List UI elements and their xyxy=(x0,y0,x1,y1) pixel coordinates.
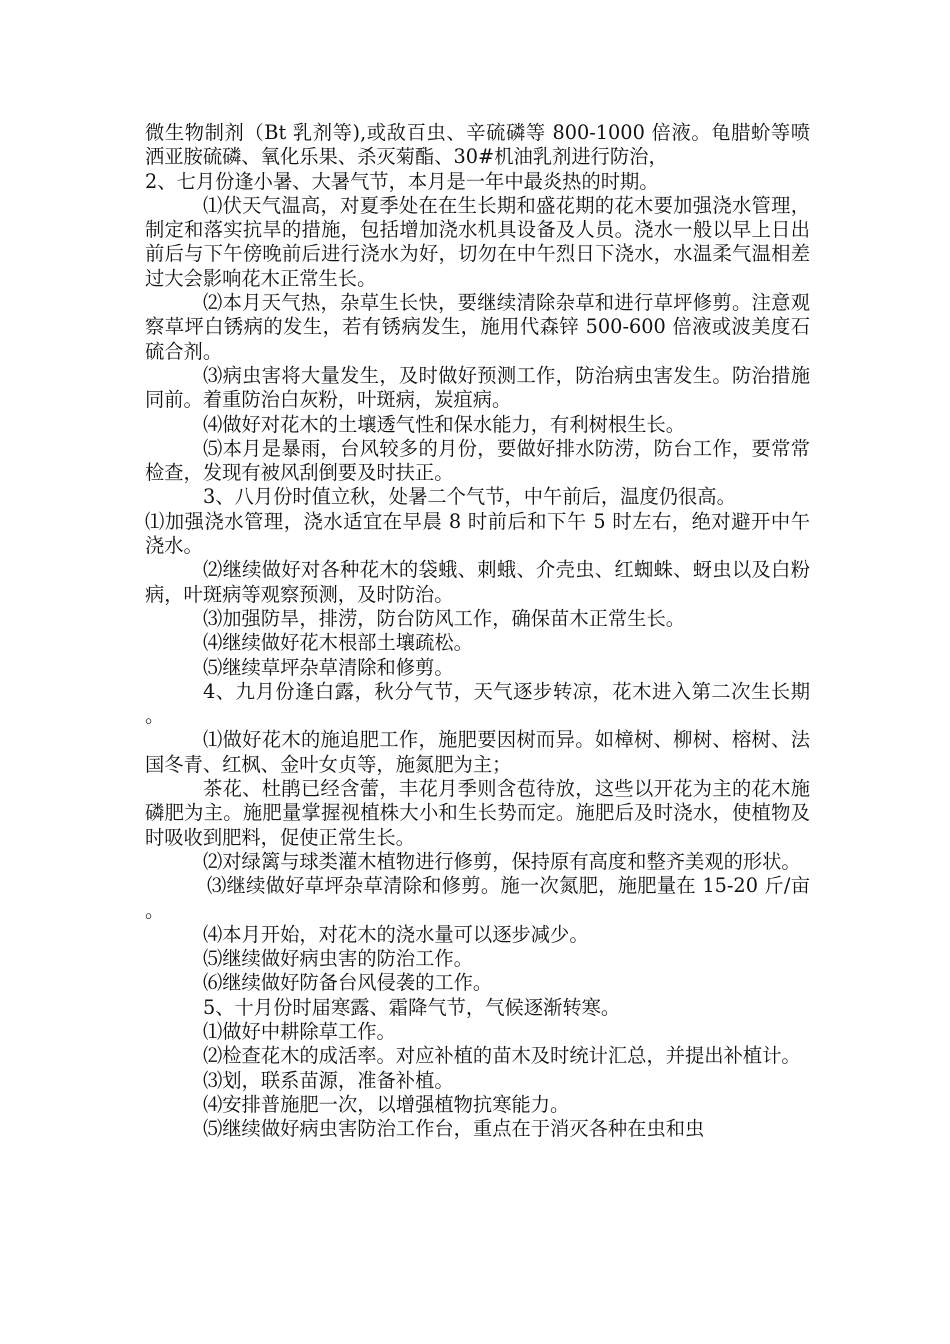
paragraph: 4、九月份逢白露，秋分气节，天气逐步转凉，花木进入第二次生长期。 xyxy=(145,679,810,728)
paragraph: ⑴加强浇水管理，浇水适宜在早晨 8 时前后和下午 5 时左右，绝对避开中午浇水。 xyxy=(145,509,810,558)
paragraph: 微生物制剂（Bt 乳剂等),或敌百虫、辛硫磷等 800-1000 倍液。龟腊蚧等喷洒亚胺硫磷、氧化乐果、杀灭菊酯、30#机油乳剂进行防治， xyxy=(145,121,810,169)
paragraph: ⑹继续做好防备台风侵袭的工作。 xyxy=(203,971,493,995)
paragraph: ⑸继续草坪杂草清除和修剪。 xyxy=(203,655,454,679)
paragraph: ⑵继续做好对各种花木的袋蛾、刺蛾、介壳虫、红蜘蛛、蚜虫以及白粉病，叶斑病等观察预测，及时防治。 xyxy=(145,558,810,606)
paragraph: ⑷继续做好花木根部土壤疏松。 xyxy=(203,631,473,655)
paragraph: 5、十月份时届寒露、霜降气节，气候逐渐转寒。 xyxy=(203,995,621,1019)
paragraph: ⑴做好中耕除草工作。 xyxy=(203,1019,396,1043)
paragraph: 3、八月份时值立秋，处暑二个气节，中午前后，温度仍很高。 xyxy=(203,485,736,509)
paragraph: ⑶划，联系苗源，准备补植。 xyxy=(203,1068,454,1092)
paragraph: ⑶继续做好草坪杂草清除和修剪。施一次氮肥，施肥量在 15-20 斤/亩。 xyxy=(145,874,810,922)
paragraph: ⑸继续做好病虫害的防治工作。 xyxy=(203,947,473,971)
paragraph: ⑷做好对花木的土壤透气性和保水能力，有利树根生长。 xyxy=(203,412,686,436)
paragraph: ⑵对绿篱与球类灌木植物进行修剪，保持原有高度和整齐美观的形状。 xyxy=(203,849,801,873)
paragraph: ⑷安排普施肥一次，以增强植物抗寒能力。 xyxy=(203,1092,570,1116)
paragraph: 2、七月份逢小暑、大暑气节，本月是一年中最炎热的时期。 xyxy=(145,169,659,193)
paragraph: ⑵本月天气热，杂草生长快，要继续清除杂草和进行草坪修剪。注意观察草坪白锈病的发生，若有锈病发生，施用代森锌 500-600 倍液或波美度石硫合剂。 xyxy=(145,291,810,363)
paragraph: ⑷本月开始，对花木的浇水量可以逐步减少。 xyxy=(203,922,589,946)
paragraph: ⑶加强防旱，排涝，防台防风工作，确保苗木正常生长。 xyxy=(203,606,686,630)
paragraph: 茶花、杜鹃已经含蕾，丰花月季则含苞待放，这些以开花为主的花木施磷肥为主。施肥量掌握视植株大小和生长势而定。施肥后及时浇水，使植物及时吸收到肥料，促使正常生长。 xyxy=(145,777,810,849)
paragraph: ⑸继续做好病虫害防治工作台，重点在于消灭各种在虫和虫 xyxy=(203,1117,705,1141)
paragraph: ⑵检查花木的成活率。对应补植的苗木及时统计汇总，并提出补植计。 xyxy=(203,1044,801,1068)
paragraph: ⑴做好花木的施追肥工作，施肥要因树而异。如樟树、柳树、榕树、法国冬青、红枫、金叶女贞等，施氮肥为主； xyxy=(145,728,810,776)
document-body xyxy=(145,121,810,1141)
paragraph: ⑶病虫害将大量发生，及时做好预测工作，防治病虫害发生。防治措施同前。着重防治白灰粉，叶斑病，炭疽病。 xyxy=(145,363,810,412)
paragraph: ⑸本月是暴雨，台风较多的月份，要做好排水防涝，防台工作，要常常检查，发现有被风刮倒要及时扶正。 xyxy=(145,436,810,485)
paragraph: ⑴伏天气温高，对夏季处在在生长期和盛花期的花木要加强浇水管理，制定和落实抗旱的措施，包括增加浇水机具设备及人员。浇水一般以早上日出前后与下午傍晚前后进行浇水为好，切勿在中午烈日下浇水，水温柔气温相差过大会影响花木正常生长。 xyxy=(145,193,810,290)
